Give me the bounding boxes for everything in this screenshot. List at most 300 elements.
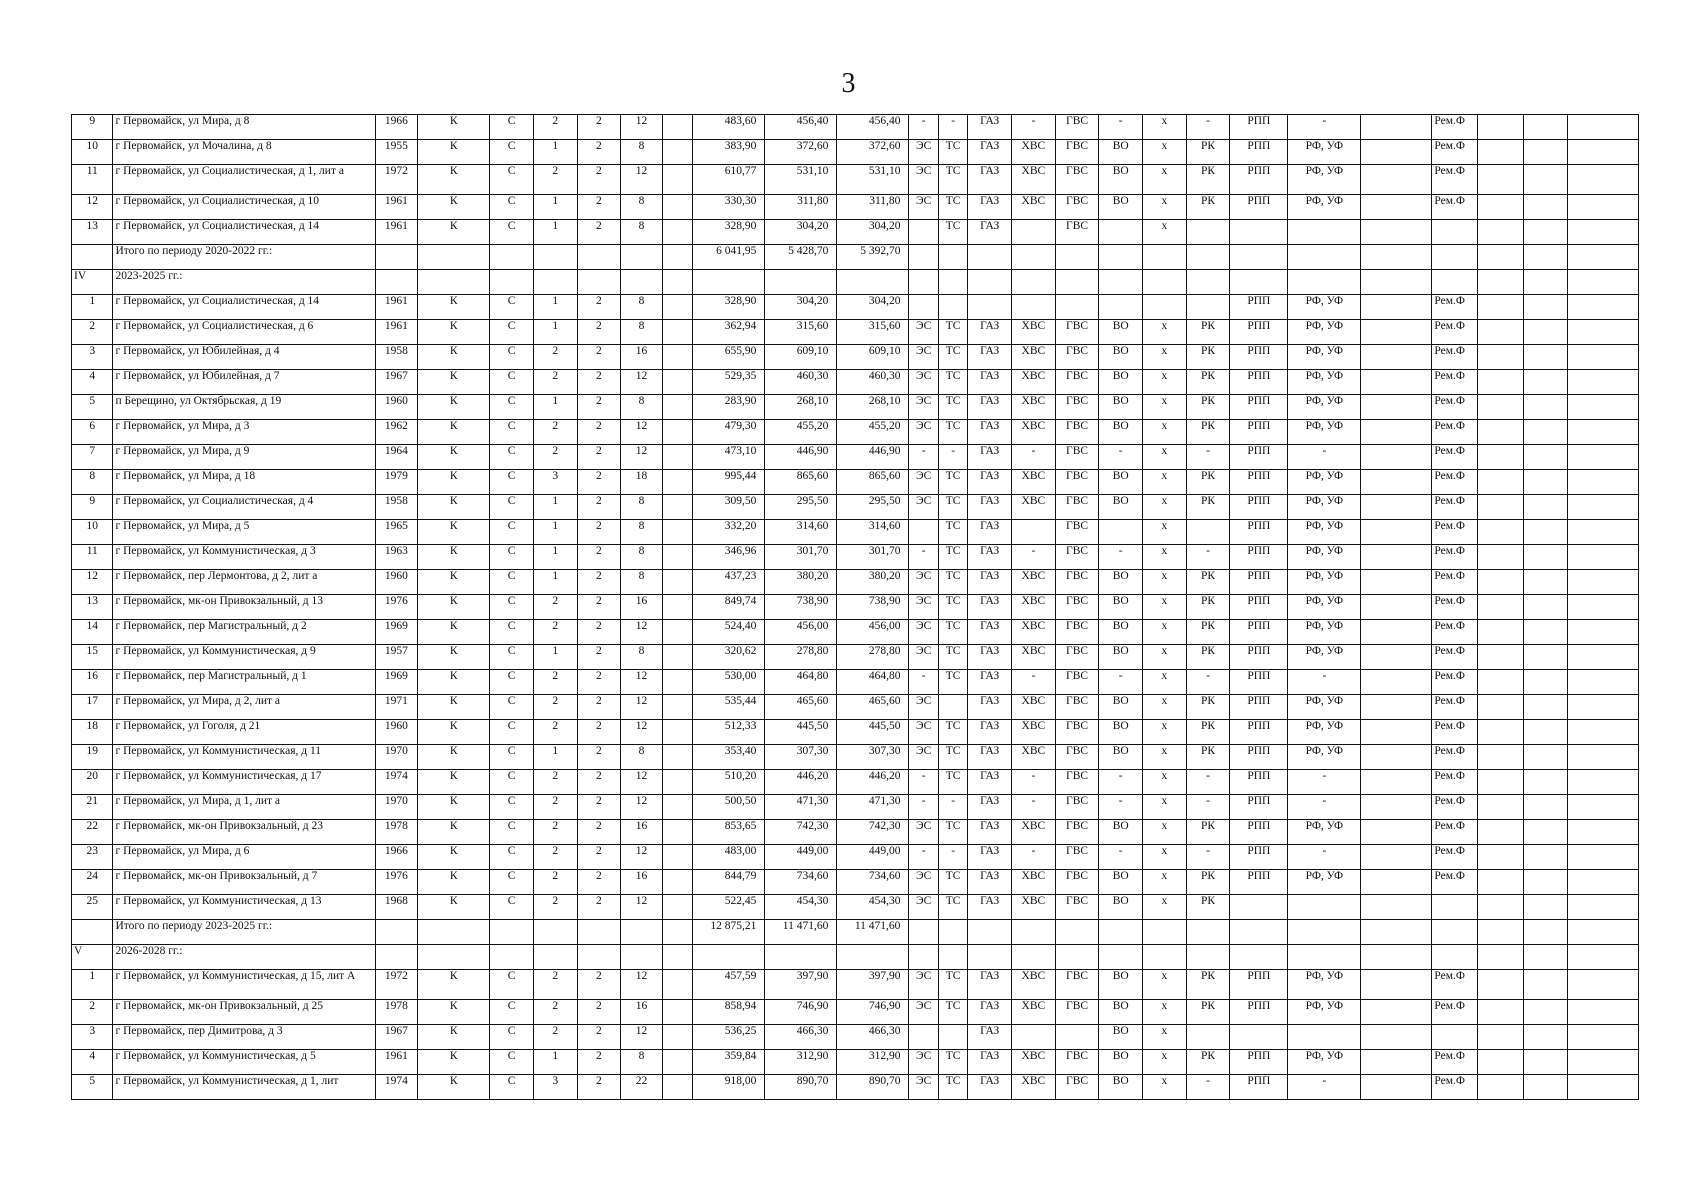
cell-drainage bbox=[1099, 520, 1143, 545]
cell-apartments: 12 bbox=[621, 895, 662, 920]
cell-blank-1 bbox=[1361, 370, 1432, 395]
cell-living-area: 372,60 bbox=[765, 140, 837, 165]
cell-apartments: 12 bbox=[621, 770, 662, 795]
cell-entrances: 2 bbox=[577, 165, 621, 195]
empty-cell bbox=[1055, 245, 1099, 270]
cell-blank-2 bbox=[1478, 165, 1524, 195]
cell-extra bbox=[662, 165, 693, 195]
cell-floors: 1 bbox=[533, 745, 577, 770]
cell-wall-type: К bbox=[418, 620, 490, 645]
cell-apartments: 8 bbox=[621, 220, 662, 245]
table-row bbox=[72, 370, 1639, 395]
cell-row-number: 10 bbox=[72, 140, 113, 165]
cell-extra bbox=[662, 140, 693, 165]
cell-blank-2 bbox=[1478, 140, 1524, 165]
cell-extra bbox=[662, 220, 693, 245]
cell-mark: х bbox=[1143, 770, 1187, 795]
cell-build-year: 1966 bbox=[375, 115, 418, 140]
cell-extra bbox=[662, 695, 693, 720]
subtotal-total-area: 6 041,95 bbox=[693, 245, 765, 270]
cell-blank-2 bbox=[1478, 595, 1524, 620]
empty-cell bbox=[418, 270, 490, 295]
cell-floor-type: С bbox=[490, 495, 534, 520]
empty-cell bbox=[72, 245, 113, 270]
cell-heat-supply: ТС bbox=[938, 470, 967, 495]
cell-blank-2 bbox=[1478, 420, 1524, 445]
housing-repair-table bbox=[71, 114, 1639, 1100]
cell-residential-area: 446,20 bbox=[837, 770, 909, 795]
cell-blank-2 bbox=[1478, 895, 1524, 920]
cell-build-year: 1976 bbox=[375, 595, 418, 620]
cell-address: г Первомайск, ул Коммунистическая, д 15, лит А bbox=[113, 970, 375, 1000]
cell-residential-area: 446,90 bbox=[837, 445, 909, 470]
cell-apartments: 12 bbox=[621, 420, 662, 445]
cell-facade: РПП bbox=[1230, 695, 1288, 720]
cell-hot-water: ГВС bbox=[1055, 620, 1099, 645]
cell-blank-3 bbox=[1524, 545, 1568, 570]
cell-build-year: 1978 bbox=[375, 1000, 418, 1025]
cell-row-number: 25 bbox=[72, 895, 113, 920]
cell-address: г Первомайск, мк-он Привокзальный, д 25 bbox=[113, 1000, 375, 1025]
cell-cold-water bbox=[1012, 295, 1056, 320]
cell-blank-4 bbox=[1567, 895, 1638, 920]
cell-cold-water: ХВС bbox=[1012, 895, 1056, 920]
empty-cell bbox=[577, 270, 621, 295]
empty-cell bbox=[533, 245, 577, 270]
subtotal-row bbox=[72, 920, 1639, 945]
cell-wall-type: К bbox=[418, 165, 490, 195]
cell-hot-water: ГВС bbox=[1055, 845, 1099, 870]
empty-cell bbox=[1288, 945, 1361, 970]
empty-cell bbox=[621, 270, 662, 295]
cell-floor-type: С bbox=[490, 970, 534, 1000]
cell-total-area: 483,60 bbox=[693, 115, 765, 140]
empty-cell bbox=[577, 245, 621, 270]
cell-living-area: 380,20 bbox=[765, 570, 837, 595]
cell-floor-type: С bbox=[490, 420, 534, 445]
cell-gas-supply: ГАЗ bbox=[968, 720, 1012, 745]
cell-roof: - bbox=[1186, 845, 1230, 870]
cell-roof bbox=[1186, 1025, 1230, 1050]
cell-address: г Первомайск, пер Лермонтова, д 2, лит а bbox=[113, 570, 375, 595]
cell-blank-1 bbox=[1361, 115, 1432, 140]
cell-roof: РК bbox=[1186, 695, 1230, 720]
cell-blank-4 bbox=[1567, 570, 1638, 595]
cell-apartments: 16 bbox=[621, 345, 662, 370]
empty-cell bbox=[662, 920, 693, 945]
cell-address: г Первомайск, пер Магистральный, д 2 bbox=[113, 620, 375, 645]
cell-blank-3 bbox=[1524, 620, 1568, 645]
cell-hot-water: ГВС bbox=[1055, 670, 1099, 695]
cell-drainage: ВО bbox=[1099, 140, 1143, 165]
cell-blank-3 bbox=[1524, 720, 1568, 745]
cell-living-area: 454,30 bbox=[765, 895, 837, 920]
cell-entrances: 2 bbox=[577, 645, 621, 670]
cell-floors: 2 bbox=[533, 420, 577, 445]
cell-blank-2 bbox=[1478, 570, 1524, 595]
cell-blank-3 bbox=[1524, 140, 1568, 165]
cell-facade: РПП bbox=[1230, 1050, 1288, 1075]
section-title: 2026-2028 гг.: bbox=[113, 945, 375, 970]
cell-wall-type: К bbox=[418, 1050, 490, 1075]
table-row bbox=[72, 1025, 1639, 1050]
cell-power-supply: ЭС bbox=[909, 1075, 938, 1100]
cell-floors: 2 bbox=[533, 115, 577, 140]
cell-hot-water: ГВС bbox=[1055, 695, 1099, 720]
cell-build-year: 1978 bbox=[375, 820, 418, 845]
cell-fund-source: Рем.Ф bbox=[1432, 420, 1478, 445]
cell-wall-type: К bbox=[418, 140, 490, 165]
cell-residential-area: 304,20 bbox=[837, 220, 909, 245]
cell-floor-type: С bbox=[490, 695, 534, 720]
cell-blank-4 bbox=[1567, 970, 1638, 1000]
cell-floors: 2 bbox=[533, 670, 577, 695]
cell-heat-supply: ТС bbox=[938, 195, 967, 220]
cell-living-area: 446,20 bbox=[765, 770, 837, 795]
empty-cell bbox=[662, 270, 693, 295]
cell-apartments: 8 bbox=[621, 395, 662, 420]
cell-gas-supply: ГАЗ bbox=[968, 570, 1012, 595]
cell-gas-supply: ГАЗ bbox=[968, 520, 1012, 545]
cell-blank-3 bbox=[1524, 1050, 1568, 1075]
cell-power-supply: - bbox=[909, 770, 938, 795]
cell-blank-3 bbox=[1524, 195, 1568, 220]
empty-cell bbox=[1055, 270, 1099, 295]
cell-gas-supply: ГАЗ bbox=[968, 620, 1012, 645]
empty-cell bbox=[1478, 920, 1524, 945]
cell-apartments: 16 bbox=[621, 820, 662, 845]
cell-roof: РК bbox=[1186, 645, 1230, 670]
cell-blank-1 bbox=[1361, 1075, 1432, 1100]
cell-build-year: 1961 bbox=[375, 320, 418, 345]
cell-entrances: 2 bbox=[577, 1050, 621, 1075]
cell-fund-source: Рем.Ф bbox=[1432, 695, 1478, 720]
cell-mark: х bbox=[1143, 695, 1187, 720]
cell-facade-works: РФ, УФ bbox=[1288, 820, 1361, 845]
cell-fund-source: Рем.Ф bbox=[1432, 115, 1478, 140]
cell-facade-works: РФ, УФ bbox=[1288, 745, 1361, 770]
cell-blank-2 bbox=[1478, 1050, 1524, 1075]
cell-roof: РК bbox=[1186, 595, 1230, 620]
cell-residential-area: 460,30 bbox=[837, 370, 909, 395]
cell-facade: РПП bbox=[1230, 1000, 1288, 1025]
cell-facade-works bbox=[1288, 1025, 1361, 1050]
cell-extra bbox=[662, 620, 693, 645]
empty-cell bbox=[1478, 270, 1524, 295]
cell-hot-water: ГВС bbox=[1055, 720, 1099, 745]
cell-roof: - bbox=[1186, 445, 1230, 470]
cell-extra bbox=[662, 345, 693, 370]
cell-mark: х bbox=[1143, 545, 1187, 570]
cell-build-year: 1960 bbox=[375, 720, 418, 745]
cell-power-supply: ЭС bbox=[909, 320, 938, 345]
cell-residential-area: 372,60 bbox=[837, 140, 909, 165]
cell-fund-source: Рем.Ф bbox=[1432, 370, 1478, 395]
cell-roof: РК bbox=[1186, 420, 1230, 445]
cell-power-supply: ЭС bbox=[909, 695, 938, 720]
cell-power-supply: - bbox=[909, 795, 938, 820]
cell-fund-source bbox=[1432, 220, 1478, 245]
empty-cell bbox=[938, 945, 967, 970]
cell-residential-area: 456,00 bbox=[837, 620, 909, 645]
cell-power-supply: ЭС bbox=[909, 395, 938, 420]
cell-fund-source: Рем.Ф bbox=[1432, 495, 1478, 520]
cell-cold-water: ХВС bbox=[1012, 1050, 1056, 1075]
cell-blank-3 bbox=[1524, 345, 1568, 370]
cell-roof: - bbox=[1186, 545, 1230, 570]
table-row bbox=[72, 795, 1639, 820]
cell-mark: х bbox=[1143, 670, 1187, 695]
cell-living-area: 295,50 bbox=[765, 495, 837, 520]
cell-wall-type: К bbox=[418, 870, 490, 895]
cell-residential-area: 455,20 bbox=[837, 420, 909, 445]
cell-facade-works: РФ, УФ bbox=[1288, 570, 1361, 595]
cell-row-number: 19 bbox=[72, 745, 113, 770]
cell-floors: 2 bbox=[533, 1000, 577, 1025]
empty-cell bbox=[1432, 920, 1478, 945]
cell-drainage: ВО bbox=[1099, 470, 1143, 495]
subtotal-label: Итого по периоду 2020-2022 гг.: bbox=[113, 245, 375, 270]
cell-total-area: 320,62 bbox=[693, 645, 765, 670]
cell-floors: 1 bbox=[533, 395, 577, 420]
cell-roof: РК bbox=[1186, 165, 1230, 195]
cell-blank-3 bbox=[1524, 320, 1568, 345]
cell-drainage: ВО bbox=[1099, 570, 1143, 595]
cell-roof: РК bbox=[1186, 1050, 1230, 1075]
cell-wall-type: К bbox=[418, 370, 490, 395]
cell-residential-area: 315,60 bbox=[837, 320, 909, 345]
cell-row-number: 4 bbox=[72, 1050, 113, 1075]
table-row bbox=[72, 870, 1639, 895]
cell-power-supply: - bbox=[909, 545, 938, 570]
cell-living-area: 466,30 bbox=[765, 1025, 837, 1050]
cell-floors: 1 bbox=[533, 570, 577, 595]
cell-blank-4 bbox=[1567, 495, 1638, 520]
cell-fund-source: Рем.Ф bbox=[1432, 320, 1478, 345]
cell-cold-water: ХВС bbox=[1012, 140, 1056, 165]
cell-blank-4 bbox=[1567, 345, 1638, 370]
cell-total-area: 530,00 bbox=[693, 670, 765, 695]
cell-heat-supply: ТС bbox=[938, 420, 967, 445]
cell-facade: РПП bbox=[1230, 345, 1288, 370]
cell-blank-3 bbox=[1524, 895, 1568, 920]
cell-wall-type: К bbox=[418, 895, 490, 920]
cell-drainage: ВО bbox=[1099, 695, 1143, 720]
cell-roof: РК bbox=[1186, 370, 1230, 395]
cell-living-area: 742,30 bbox=[765, 820, 837, 845]
cell-gas-supply: ГАЗ bbox=[968, 345, 1012, 370]
cell-facade: РПП bbox=[1230, 395, 1288, 420]
cell-blank-2 bbox=[1478, 1075, 1524, 1100]
cell-address: п Берещино, ул Октябрьская, д 19 bbox=[113, 395, 375, 420]
cell-row-number: 1 bbox=[72, 970, 113, 1000]
table-row bbox=[72, 1075, 1639, 1100]
cell-apartments: 8 bbox=[621, 140, 662, 165]
cell-drainage: ВО bbox=[1099, 870, 1143, 895]
cell-heat-supply: - bbox=[938, 115, 967, 140]
cell-mark: х bbox=[1143, 645, 1187, 670]
cell-facade-works: РФ, УФ bbox=[1288, 495, 1361, 520]
empty-cell bbox=[968, 920, 1012, 945]
cell-apartments: 16 bbox=[621, 1000, 662, 1025]
cell-heat-supply: ТС bbox=[938, 670, 967, 695]
cell-roof: РК bbox=[1186, 970, 1230, 1000]
empty-cell bbox=[375, 920, 418, 945]
cell-blank-3 bbox=[1524, 820, 1568, 845]
empty-cell bbox=[418, 245, 490, 270]
cell-cold-water: - bbox=[1012, 795, 1056, 820]
cell-blank-1 bbox=[1361, 1000, 1432, 1025]
cell-address: г Первомайск, мк-он Привокзальный, д 7 bbox=[113, 870, 375, 895]
cell-cold-water: ХВС bbox=[1012, 870, 1056, 895]
cell-heat-supply: ТС bbox=[938, 595, 967, 620]
cell-floors: 1 bbox=[533, 220, 577, 245]
cell-blank-1 bbox=[1361, 570, 1432, 595]
cell-blank-1 bbox=[1361, 520, 1432, 545]
cell-blank-4 bbox=[1567, 295, 1638, 320]
cell-blank-1 bbox=[1361, 495, 1432, 520]
cell-entrances: 2 bbox=[577, 695, 621, 720]
cell-cold-water: ХВС bbox=[1012, 370, 1056, 395]
cell-blank-3 bbox=[1524, 870, 1568, 895]
cell-fund-source: Рем.Ф bbox=[1432, 595, 1478, 620]
empty-cell bbox=[1567, 245, 1638, 270]
cell-blank-4 bbox=[1567, 1000, 1638, 1025]
cell-hot-water: ГВС bbox=[1055, 770, 1099, 795]
empty-cell bbox=[1230, 945, 1288, 970]
cell-extra bbox=[662, 820, 693, 845]
cell-heat-supply: ТС bbox=[938, 820, 967, 845]
cell-row-number: 12 bbox=[72, 570, 113, 595]
cell-address: г Первомайск, ул Гоголя, д 21 bbox=[113, 720, 375, 745]
empty-cell bbox=[1230, 270, 1288, 295]
cell-row-number: 22 bbox=[72, 820, 113, 845]
cell-heat-supply: - bbox=[938, 845, 967, 870]
cell-living-area: 445,50 bbox=[765, 720, 837, 745]
cell-entrances: 2 bbox=[577, 420, 621, 445]
empty-cell bbox=[1361, 945, 1432, 970]
cell-floor-type: С bbox=[490, 220, 534, 245]
cell-heat-supply: ТС bbox=[938, 895, 967, 920]
cell-drainage: ВО bbox=[1099, 1050, 1143, 1075]
cell-blank-1 bbox=[1361, 470, 1432, 495]
subtotal-living-area: 5 428,70 bbox=[765, 245, 837, 270]
cell-blank-1 bbox=[1361, 745, 1432, 770]
cell-facade-works: РФ, УФ bbox=[1288, 165, 1361, 195]
cell-fund-source: Рем.Ф bbox=[1432, 545, 1478, 570]
empty-cell bbox=[1099, 920, 1143, 945]
cell-power-supply: - bbox=[909, 445, 938, 470]
cell-fund-source: Рем.Ф bbox=[1432, 1075, 1478, 1100]
cell-floor-type: С bbox=[490, 570, 534, 595]
cell-extra bbox=[662, 395, 693, 420]
cell-total-area: 535,44 bbox=[693, 695, 765, 720]
empty-cell bbox=[1524, 270, 1568, 295]
empty-cell bbox=[938, 270, 967, 295]
cell-blank-2 bbox=[1478, 795, 1524, 820]
cell-apartments: 12 bbox=[621, 845, 662, 870]
cell-entrances: 2 bbox=[577, 895, 621, 920]
cell-heat-supply bbox=[938, 295, 967, 320]
cell-wall-type: К bbox=[418, 195, 490, 220]
cell-drainage: ВО bbox=[1099, 1000, 1143, 1025]
cell-fund-source bbox=[1432, 1025, 1478, 1050]
cell-mark: х bbox=[1143, 520, 1187, 545]
cell-entrances: 2 bbox=[577, 445, 621, 470]
table-row bbox=[72, 970, 1639, 1000]
cell-blank-4 bbox=[1567, 195, 1638, 220]
cell-drainage: ВО bbox=[1099, 1025, 1143, 1050]
cell-roof: РК bbox=[1186, 820, 1230, 845]
cell-entrances: 2 bbox=[577, 745, 621, 770]
cell-total-area: 330,30 bbox=[693, 195, 765, 220]
cell-blank-2 bbox=[1478, 695, 1524, 720]
cell-gas-supply: ГАЗ bbox=[968, 320, 1012, 345]
cell-blank-4 bbox=[1567, 720, 1638, 745]
table-body bbox=[72, 115, 1639, 1100]
cell-total-area: 346,96 bbox=[693, 545, 765, 570]
cell-heat-supply: - bbox=[938, 795, 967, 820]
cell-facade: РПП bbox=[1230, 620, 1288, 645]
cell-blank-4 bbox=[1567, 165, 1638, 195]
cell-blank-2 bbox=[1478, 670, 1524, 695]
cell-build-year: 1958 bbox=[375, 345, 418, 370]
cell-mark: х bbox=[1143, 345, 1187, 370]
cell-build-year: 1972 bbox=[375, 165, 418, 195]
cell-facade-works: РФ, УФ bbox=[1288, 720, 1361, 745]
cell-blank-3 bbox=[1524, 770, 1568, 795]
cell-row-number: 12 bbox=[72, 195, 113, 220]
cell-wall-type: К bbox=[418, 720, 490, 745]
cell-mark: х bbox=[1143, 845, 1187, 870]
cell-cold-water: ХВС bbox=[1012, 1075, 1056, 1100]
empty-cell bbox=[621, 920, 662, 945]
cell-residential-area: 531,10 bbox=[837, 165, 909, 195]
cell-power-supply: - bbox=[909, 845, 938, 870]
empty-cell bbox=[1230, 920, 1288, 945]
cell-facade: РПП bbox=[1230, 445, 1288, 470]
cell-floor-type: С bbox=[490, 820, 534, 845]
cell-apartments: 12 bbox=[621, 165, 662, 195]
cell-cold-water: ХВС bbox=[1012, 495, 1056, 520]
cell-entrances: 2 bbox=[577, 545, 621, 570]
cell-cold-water: ХВС bbox=[1012, 570, 1056, 595]
cell-floors: 3 bbox=[533, 470, 577, 495]
cell-apartments: 12 bbox=[621, 445, 662, 470]
cell-living-area: 304,20 bbox=[765, 295, 837, 320]
cell-blank-2 bbox=[1478, 195, 1524, 220]
cell-address: г Первомайск, ул Коммунистическая, д 9 bbox=[113, 645, 375, 670]
cell-blank-2 bbox=[1478, 770, 1524, 795]
cell-living-area: 465,60 bbox=[765, 695, 837, 720]
cell-wall-type: К bbox=[418, 1000, 490, 1025]
cell-facade-works: РФ, УФ bbox=[1288, 395, 1361, 420]
cell-mark: х bbox=[1143, 445, 1187, 470]
cell-residential-area: 734,60 bbox=[837, 870, 909, 895]
cell-entrances: 2 bbox=[577, 595, 621, 620]
cell-mark: х bbox=[1143, 970, 1187, 1000]
cell-extra bbox=[662, 1050, 693, 1075]
cell-floors: 2 bbox=[533, 345, 577, 370]
cell-floors: 2 bbox=[533, 620, 577, 645]
cell-living-area: 304,20 bbox=[765, 220, 837, 245]
subtotal-residential-area: 11 471,60 bbox=[837, 920, 909, 945]
cell-total-area: 309,50 bbox=[693, 495, 765, 520]
cell-blank-4 bbox=[1567, 695, 1638, 720]
cell-power-supply: ЭС bbox=[909, 870, 938, 895]
cell-entrances: 2 bbox=[577, 115, 621, 140]
cell-facade-works: РФ, УФ bbox=[1288, 545, 1361, 570]
